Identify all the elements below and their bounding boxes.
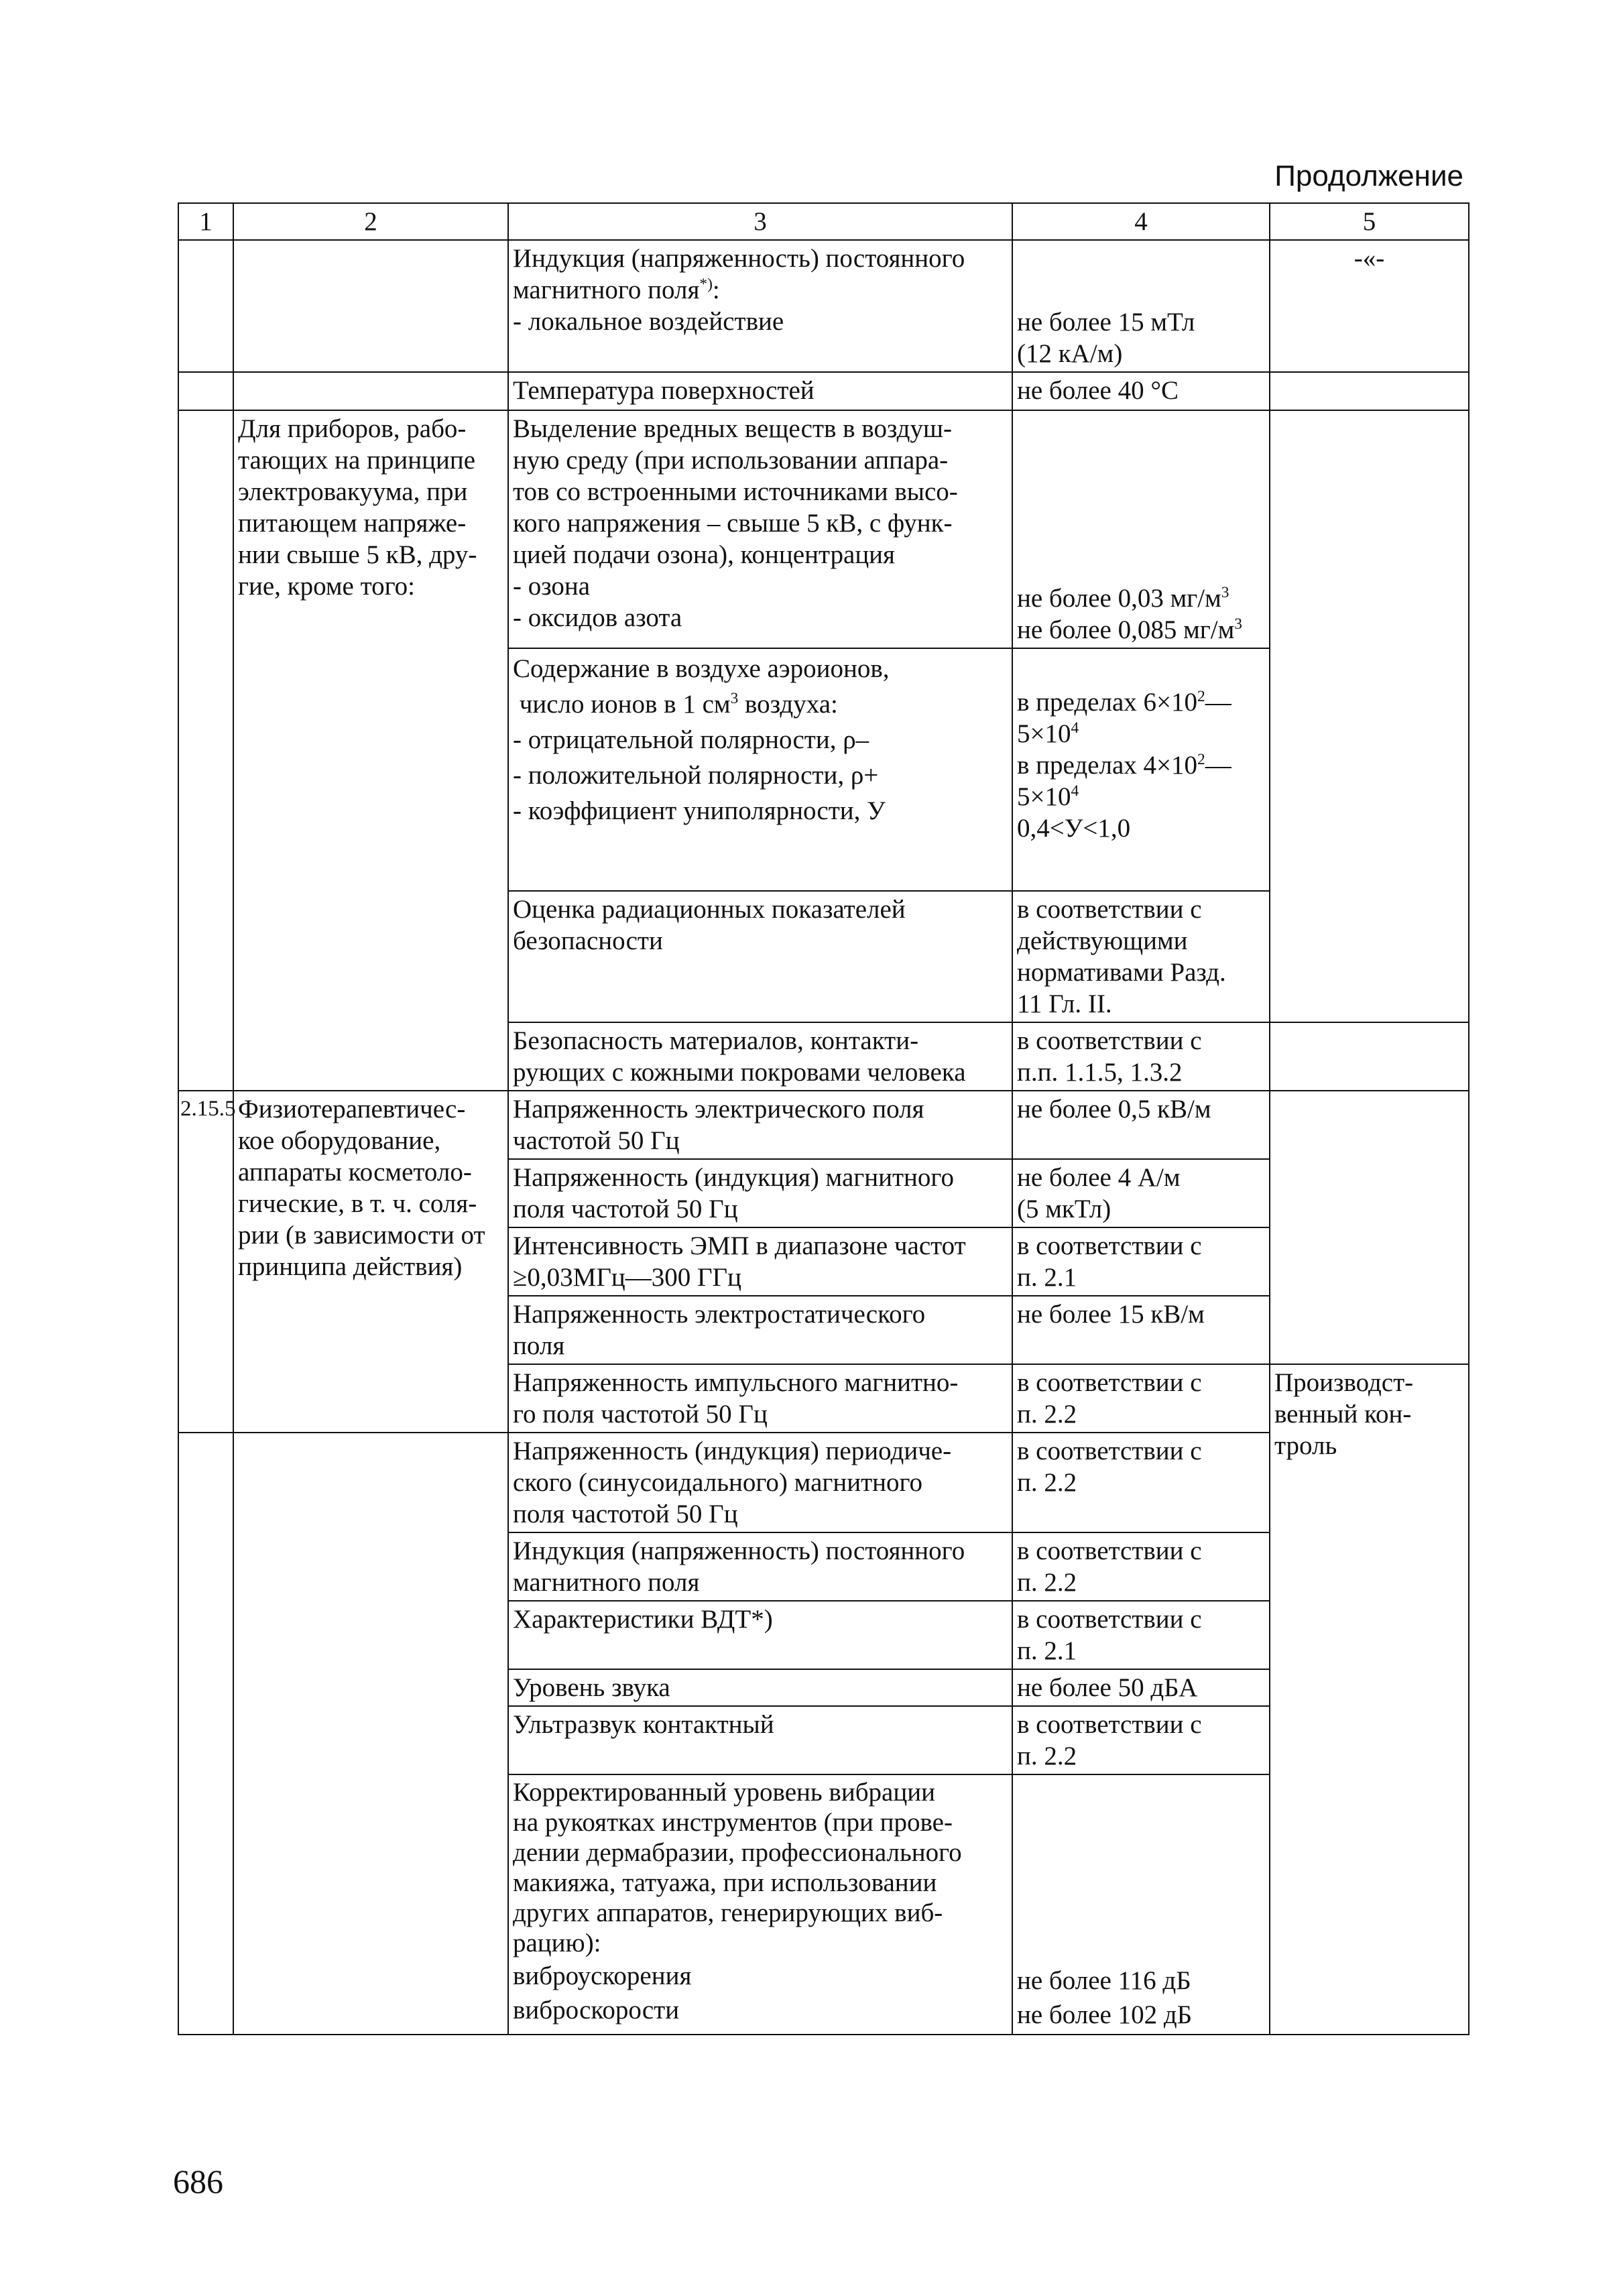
cell-norm: не более 0,03 $мг/м^3$ не более 0,085 $мг/м^3$ [1012, 410, 1270, 648]
cell-norm: не более 4 А/м (5 мкТл) [1012, 1159, 1270, 1227]
cell-product [233, 648, 508, 891]
text-line: Индукция (напряженность) постоянного [513, 244, 965, 273]
cell-parameter: Уровень звука [508, 1669, 1012, 1706]
table-row [178, 1091, 1469, 1159]
column-header: 1 [178, 203, 233, 240]
cell-norm: в соответствии с п. 2.2 [1012, 1433, 1270, 1532]
cell-parameter: Температура поверхностей [508, 372, 1012, 410]
cell-number [178, 410, 233, 648]
table-row [178, 240, 1469, 372]
cell-norm: в пределах $6\times 10^2—$ $5\times 10^4$ в пределах $4\times 10^2—$ $5\times 10^4$ 0,4<У<1,0 [1012, 648, 1270, 891]
cell-control: Производст- венный кон- троль [1270, 1364, 1469, 2035]
table-row [178, 891, 1469, 1022]
table-row [178, 1022, 1469, 1091]
column-header: 2 [233, 203, 508, 240]
cell-parameter: Корректированный уровень вибрации на рукоятках инструментов (при прове- дении дермабразии, профессионального макияжа, татуажа, при использовании других аппаратов, генерирующих виб- рацию): виброускорения виброскорости [508, 1774, 1012, 2035]
cell-parameter: Ультразвук контактный [508, 1706, 1012, 1774]
cell-parameter: Напряженность (индукция) периодиче- ского (синусоидального) магнитного поля частотой 50 Гц [508, 1433, 1012, 1532]
cell-norm: в соответствии с п. 2.2 [1012, 1532, 1270, 1601]
cell-control: -«- [1270, 240, 1469, 372]
cell-control [1270, 648, 1469, 891]
cell-norm: не более 50 дБА [1012, 1669, 1270, 1706]
cell-norm: не более 40 °С [1012, 372, 1270, 410]
cell-norm: в соответствии с п. 2.2 [1012, 1364, 1270, 1433]
cell-product [233, 1433, 508, 2035]
cell-parameter: Выделение вредных веществ в воздуш- ную среду (при использовании аппара- тов со встроенными источниками высо- кого напряжения – свыше 5 кВ, с функ- цией подачи озона), концентрация - озона - оксидов азота [508, 410, 1012, 648]
continuation-label: Продолжение [1274, 160, 1463, 192]
cell-parameter: Оценка радиационных показателей безопасности [508, 891, 1012, 1022]
cell-parameter [508, 240, 1012, 372]
cell-norm: не более 15 кВ/м [1012, 1296, 1270, 1364]
cell-norm: в соответствии с п. 2.2 [1012, 1706, 1270, 1774]
text-line: - локальное воздействие [513, 307, 784, 336]
cell-norm: в соответствии с п. 2.1 [1012, 1601, 1270, 1669]
cell-parameter: Интенсивность ЭМП в диапазоне частот ≥0,03МГц—300 ГГц [508, 1227, 1012, 1296]
cell-number [178, 891, 233, 1022]
cell-control [1270, 1091, 1469, 1364]
cell-product [233, 240, 508, 372]
cell-norm: в соответствии с п.п. 1.1.5, 1.3.2 [1012, 1022, 1270, 1091]
cell-control [1270, 1022, 1469, 1091]
cell-number: 2.15.5 [178, 1091, 233, 1433]
cell-norm: не более 15 мТл (12 кА/м) [1012, 240, 1270, 372]
cell-parameter: Характеристики ВДТ*) [508, 1601, 1012, 1669]
table-row [178, 648, 1469, 891]
cell-number [178, 1022, 233, 1091]
cell-number [178, 1433, 233, 2035]
table-row [178, 410, 1469, 648]
cell-number [178, 648, 233, 891]
cell-parameter: Напряженность электрического поля частотой 50 Гц [508, 1091, 1012, 1159]
cell-norm: в соответствии с п. 2.1 [1012, 1227, 1270, 1296]
cell-control [1270, 372, 1469, 410]
cell-number [178, 240, 233, 372]
cell-norm: в соответствии с действующими нормативами Разд. 11 Гл. II. [1012, 891, 1270, 1022]
cell-norm: не более 0,5 кВ/м [1012, 1091, 1270, 1159]
table-header-row [178, 203, 1469, 240]
cell-product: Физиотерапевтичес- кое оборудование, аппараты косметоло- гические, в т. ч. соля- рии (в зависимости от принципа действия) [233, 1091, 508, 1433]
text-line: магнитного поля*): [513, 276, 720, 304]
table-row [178, 372, 1469, 410]
column-header: 5 [1270, 203, 1469, 240]
cell-parameter: Напряженность (индукция) магнитного поля частотой 50 Гц [508, 1159, 1012, 1227]
page-number: 686 [173, 2163, 223, 2200]
requirements-table [178, 202, 1469, 2035]
cell-number [178, 372, 233, 410]
column-header: 4 [1012, 203, 1270, 240]
cell-product: Для приборов, рабо- тающих на принципе электровакуума, при питающем напряже- нии свыше 5 кВ, дру- гие, кроме того: [233, 410, 508, 648]
cell-norm: не более 116 дБ не более 102 дБ [1012, 1774, 1270, 2035]
cell-product [233, 891, 508, 1022]
cell-control [1270, 891, 1469, 1022]
column-header: 3 [508, 203, 1012, 240]
cell-parameter: Содержание в воздухе аэроионов, число ионов в 1 $см^3$ воздуха: - отрицательной полярности, ρ– - положительной полярности, ρ+ - коэффициент униполярности, У [508, 648, 1012, 891]
cell-parameter: Индукция (напряженность) постоянного магнитного поля [508, 1532, 1012, 1601]
cell-parameter: Напряженность электростатического поля [508, 1296, 1012, 1364]
cell-control [1270, 410, 1469, 648]
cell-parameter: Напряженность импульсного магнитно- го поля частотой 50 Гц [508, 1364, 1012, 1433]
cell-product [233, 1022, 508, 1091]
cell-product [233, 372, 508, 410]
cell-parameter: Безопасность материалов, контакти- рующих с кожными покровами человека [508, 1022, 1012, 1091]
